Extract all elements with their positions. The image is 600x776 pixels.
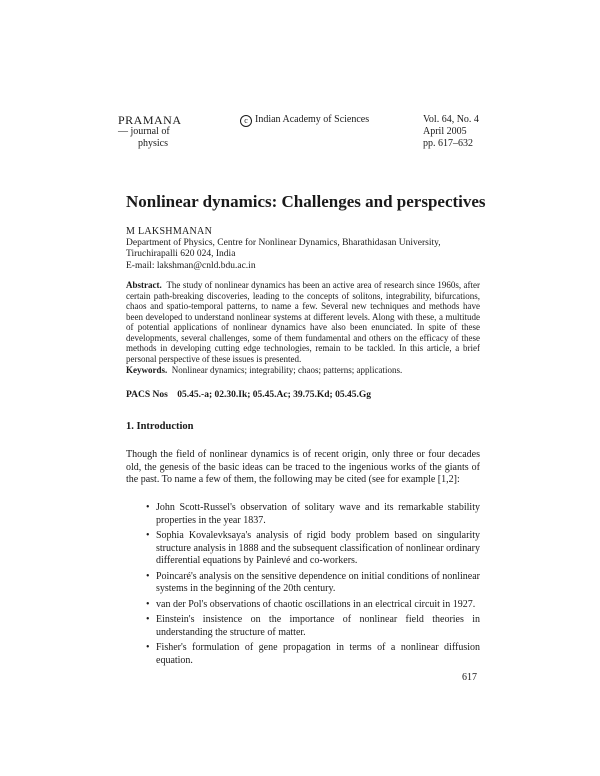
affiliation-line1: Department of Physics, Centre for Nonlinear Dynamics, Bharathidasan University, (126, 237, 441, 248)
journal-subtitle-line2: physics (138, 138, 168, 149)
bullet-icon: • (146, 598, 150, 610)
paper-title: Nonlinear dynamics: Challenges and perspectives (126, 192, 486, 211)
pacs-numbers (126, 390, 480, 401)
keywords-text: Nonlinear dynamics; integrability; chaos; patterns; applications. (171, 365, 403, 375)
bullet-icon: • (146, 530, 150, 541)
list-item (146, 571, 480, 596)
author-block (126, 226, 486, 272)
list-item (146, 530, 480, 568)
keywords (126, 365, 480, 376)
journal-name: PRAMANA (118, 113, 182, 127)
author-email: E-mail: lakshman@cnld.bdu.ac.in (126, 260, 256, 271)
issue-info-block (423, 114, 479, 150)
affiliation-line2: Tiruchirapalli 620 024, India (126, 249, 236, 259)
list-item-text: Poincaré's analysis on the sensitive dependence on initial conditions of nonlinear systems in the beginning of the 20th century. (156, 570, 480, 595)
list-item-text: van der Pol's observations of chaotic oscillations in an electrical circuit in 1927. (156, 598, 476, 610)
copyright-icon: c (240, 115, 252, 127)
list-item (146, 614, 480, 639)
abstract (126, 280, 480, 364)
abstract-text: The study of nonlinear dynamics has been an active area of research since 1960s, after certain path-breaking discoveries, leading to the concepts of solitons, integrability, bifurcations, chaos and spatio-temporal patterns, to name a few. Several new techniques and methods have been developed to understand nonlinear systems at different levels. Along with these, a multitude of potential applications of nonlinear dynamics have also been enunciated. In spite of these developments, several challenges, some of them fundamental and others on the efficacy of these methods in developing cutting edge technologies, remain to be tackled. In this article, a brief personal perspective of these issues is presented. (126, 280, 480, 364)
list-item (146, 642, 480, 667)
pacs-label: PACS Nos (126, 390, 168, 400)
bullet-list (146, 502, 480, 670)
page-range: pp. 617–632 (423, 138, 473, 149)
author-name: M LAKSHMANAN (126, 226, 213, 237)
issue-date: April 2005 (423, 126, 467, 137)
publisher-name: Indian Academy of Sciences (255, 114, 370, 125)
journal-name-block (118, 114, 238, 150)
keywords-label: Keywords. (126, 365, 168, 375)
list-item-text: Einstein's insistence on the importance of nonlinear field theories in understanding the structure of matter. (156, 614, 480, 638)
volume-number: Vol. 64, No. 4 (423, 114, 479, 125)
list-item-text: John Scott-Russel's observation of solitary wave and its remarkable stability properties in the year 1837. (156, 502, 480, 526)
list-item (146, 502, 480, 527)
bullet-icon: • (146, 502, 150, 513)
section-heading: 1. Introduction (126, 421, 194, 432)
bullet-icon: • (146, 570, 150, 582)
list-item-text: Sophia Kovalevksaya's analysis of rigid body problem based on singularity structure analysis in 1888 and the subsequent classification of nonlinear ordinary differential equations by Painlevé and co-workers. (156, 530, 480, 567)
journal-subtitle-line1: — journal of (118, 126, 170, 137)
page-number: 617 (462, 672, 477, 683)
bullet-icon: • (146, 614, 150, 625)
abstract-label: Abstract. (126, 280, 162, 290)
list-item-text: Fisher's formulation of gene propagation in terms of a nonlinear diffusion equation. (156, 642, 480, 666)
pacs-text: 05.45.-a; 02.30.Ik; 05.45.Ac; 39.75.Kd; 05.45.Gg (177, 390, 371, 400)
publisher-block (240, 114, 369, 127)
list-item (146, 599, 480, 612)
intro-paragraph: Though the field of nonlinear dynamics is of recent origin, only three or four decades old, the genesis of the basic ideas can be traced to the ingenious works of the giants of the past. To name a few of them, the following may be cited (see for example [1,2]: (126, 449, 480, 486)
bullet-icon: • (146, 642, 150, 653)
